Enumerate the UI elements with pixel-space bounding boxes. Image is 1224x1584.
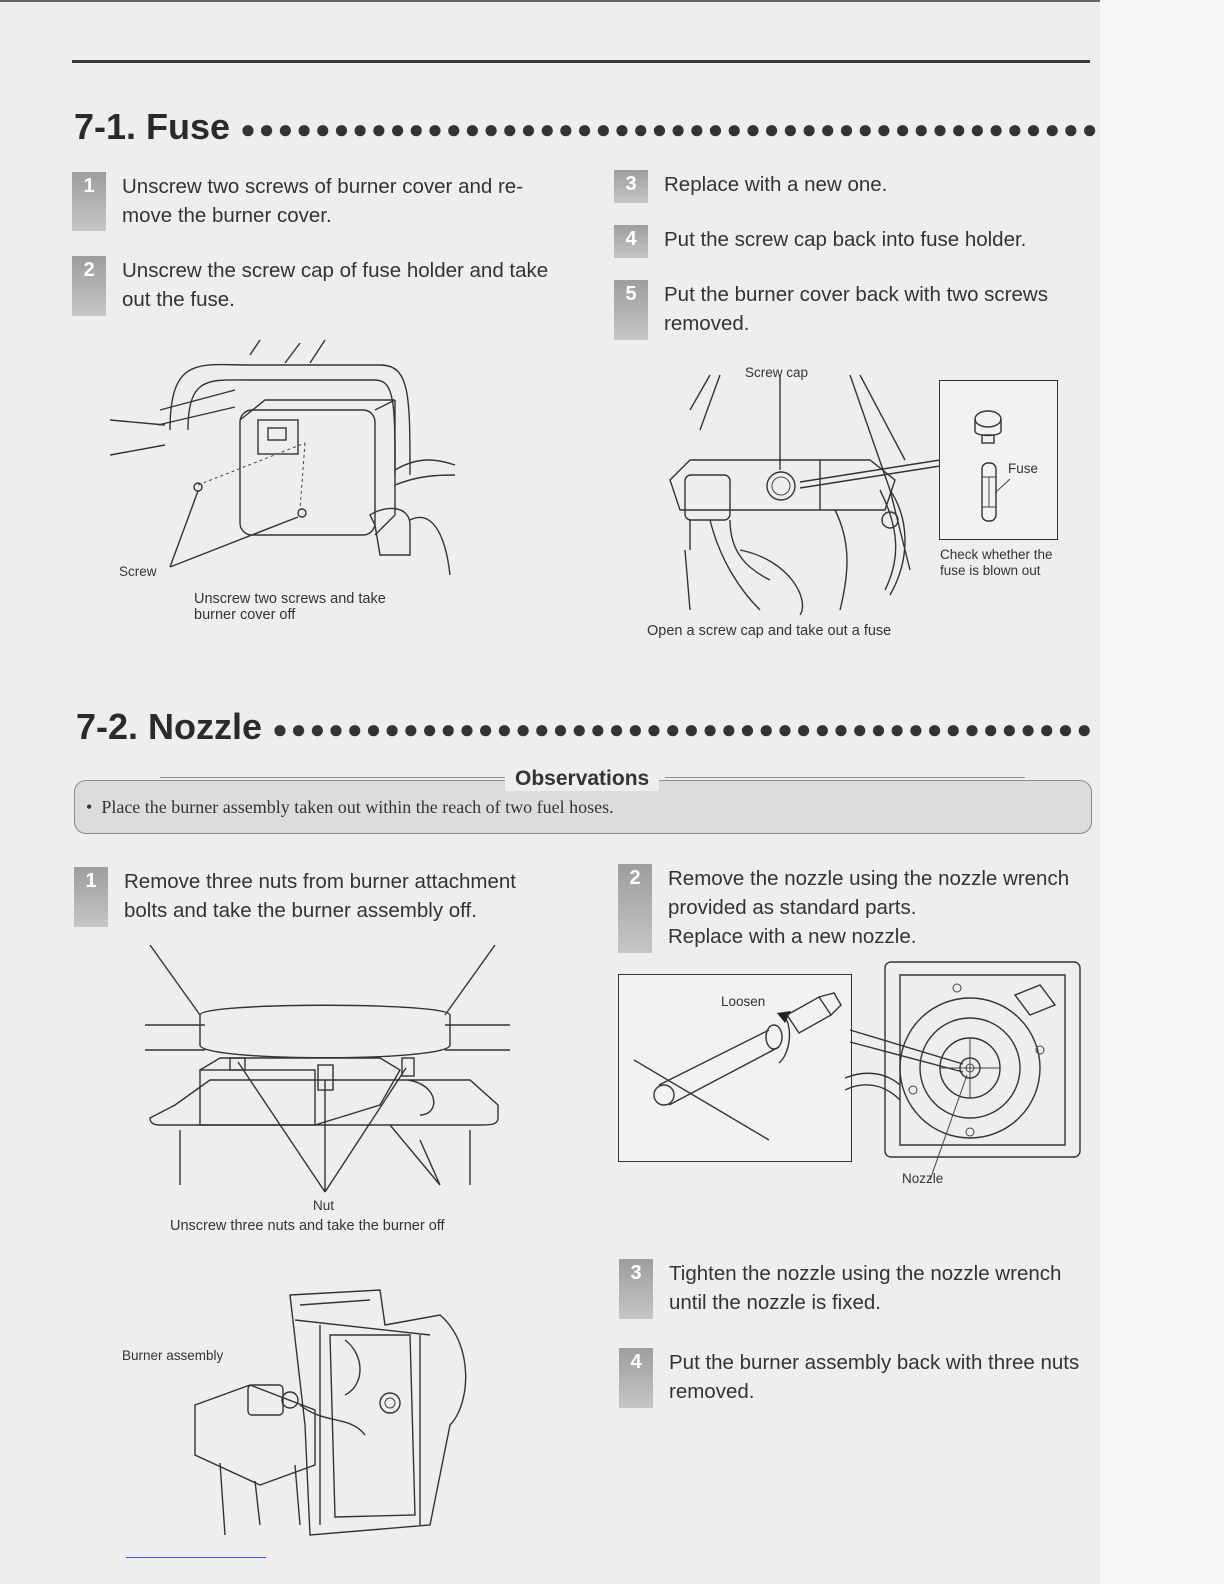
fuse-step-4 xyxy=(614,225,1094,258)
caption-fig2: Open a screw cap and take out a fuse xyxy=(647,623,892,639)
fuse-inset-box xyxy=(939,380,1058,540)
burner-face-illustration xyxy=(845,960,1085,1185)
fuse-icon xyxy=(940,381,1057,539)
step-number-badge: 4 xyxy=(619,1348,653,1408)
label-loosen: Loosen xyxy=(721,994,766,1009)
burner-cover-illustration xyxy=(110,335,470,585)
step-line: bolts and take the burner assembly off. xyxy=(124,899,477,922)
caption-line: Unscrew two screws and take xyxy=(194,591,386,607)
label-screw: Screw xyxy=(119,564,157,579)
step-line: Remove three nuts from burner attachment xyxy=(124,870,516,893)
fuse-step-1 xyxy=(72,172,572,231)
step-number-badge: 1 xyxy=(74,867,108,927)
step-line: Tighten the nozzle using the nozzle wrench xyxy=(669,1262,1062,1285)
label-nozzle: Nozzle xyxy=(902,1171,944,1186)
step-line: Remove the nozzle using the nozzle wrench xyxy=(668,867,1070,890)
fuse-note xyxy=(940,547,1053,579)
nozzle-step-1 xyxy=(74,867,574,927)
label-screw-cap: Screw cap xyxy=(745,365,809,380)
fuse-step-2 xyxy=(72,256,572,316)
observations-bullet xyxy=(86,797,614,818)
step-number-badge: 2 xyxy=(618,864,652,953)
step-line: provided as standard parts. xyxy=(668,896,917,919)
step-line: Replace with a new nozzle. xyxy=(668,925,917,948)
fuse-step-3 xyxy=(614,170,1094,203)
observations-title: Observations xyxy=(505,767,659,791)
step-text: Put the screw cap back into fuse holder. xyxy=(664,228,1027,251)
page-margin xyxy=(1100,0,1224,1584)
step-text xyxy=(124,867,516,925)
step-number-badge: 5 xyxy=(614,280,648,340)
burner-assembly-illustration xyxy=(190,1285,480,1540)
step-number-badge: 2 xyxy=(72,256,106,316)
nozzle-step-4 xyxy=(619,1348,1099,1408)
observation-text: Place the burner assembly taken out within the reach of two fuel hoses. xyxy=(101,797,614,817)
label-fuse: Fuse xyxy=(1008,461,1039,476)
footer-mark xyxy=(126,1557,266,1558)
bullet-icon: • xyxy=(86,797,102,817)
fuse-step-5 xyxy=(614,280,1094,340)
fuse-title-text: 7-1. Fuse xyxy=(74,106,231,147)
nozzle-step-2 xyxy=(618,864,1098,953)
nozzle-step-3 xyxy=(619,1259,1099,1319)
step-text xyxy=(668,864,1069,951)
scan-edge xyxy=(0,0,1100,2)
wrench-inset-box xyxy=(618,974,852,1162)
label-burner-assembly: Burner assembly xyxy=(122,1348,224,1363)
step-line: removed. xyxy=(669,1380,755,1403)
note-line: fuse is blown out xyxy=(940,563,1041,578)
step-number-badge: 3 xyxy=(614,170,648,203)
step-text: Replace with a new one. xyxy=(664,173,888,196)
step-number-badge: 3 xyxy=(619,1259,653,1319)
step-text: Unscrew two screws of burner cover and re- move the burner cover. xyxy=(122,175,524,227)
section-title-nozzle xyxy=(76,706,1095,748)
caption-fig1 xyxy=(194,591,386,623)
step-text xyxy=(669,1259,1061,1317)
observations-rule-left xyxy=(160,777,530,778)
burner-nuts-illustration xyxy=(140,940,520,1195)
step-text xyxy=(669,1348,1079,1406)
leader-dots: ●●●●●●●●●●●●●●●●●●●●●●●●●●●●●●●●●●●●●●●●●●●●●● xyxy=(240,113,1101,144)
step-line: until the nozzle is fixed. xyxy=(669,1291,881,1314)
step-text: Put the burner cover back with two screws removed. xyxy=(664,283,1048,335)
header-rule xyxy=(72,60,1090,63)
label-nut: Nut xyxy=(313,1198,335,1213)
leader-dots: ●●●●●●●●●●●●●●●●●●●●●●●●●●●●●●●●●●●●●●●●●●●● xyxy=(272,713,1096,744)
nozzle-title-text: 7-2. Nozzle xyxy=(76,706,263,747)
note-line: Check whether the xyxy=(940,547,1053,562)
step-line: Put the burner assembly back with three nuts xyxy=(669,1351,1080,1374)
caption-line: burner cover off xyxy=(194,607,296,623)
step-number-badge: 1 xyxy=(72,172,106,231)
caption-nozzle-fig1: Unscrew three nuts and take the burner off xyxy=(170,1218,445,1234)
step-text: Unscrew the screw cap of fuse holder and take out the fuse. xyxy=(122,259,549,311)
step-number-badge: 4 xyxy=(614,225,648,258)
section-title-fuse xyxy=(74,106,1100,148)
observations-rule-right xyxy=(665,777,1025,778)
